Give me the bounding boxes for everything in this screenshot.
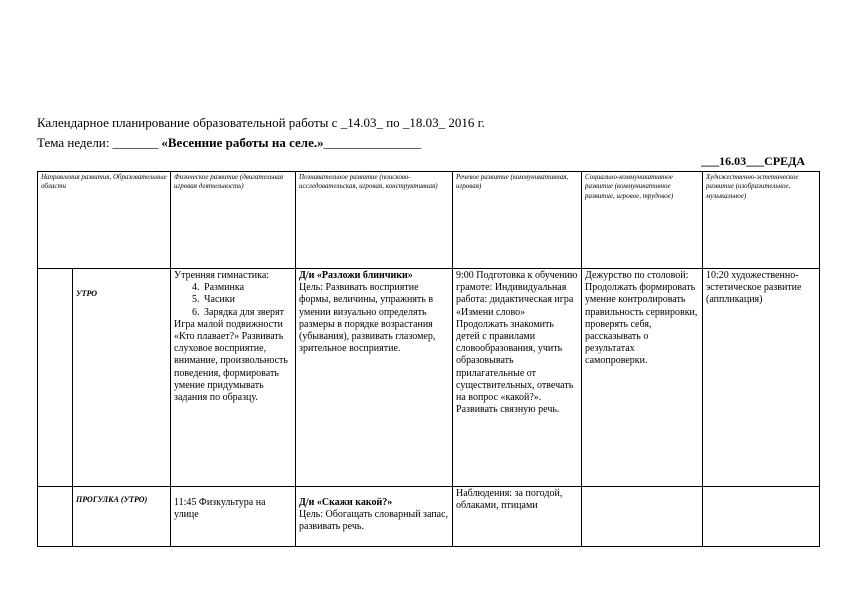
week-theme-value: «Весенние работы на селе.» (161, 135, 324, 150)
header-directions: Направления развития, Образовательные области (38, 172, 171, 269)
cell-morning-speech: 9:00 Подготовка к обучению грамоте: Индивидуальная работа: дидактическая игра «Измени слово» Продолжать знакомить детей с правилами словообразования, учить образовывать прилагательные от существительных, отвечать на вопрос «какой?». Развивать связную речь. (453, 269, 582, 487)
empty-cell (38, 269, 73, 487)
list-item: 4. Разминка (202, 282, 292, 294)
plan-table (37, 171, 820, 547)
cell-morning-social: Дежурство по столовой: Продолжать формировать умение контролировать правильность сервировки, проверять себя, рассказывать о результатах самопроверки. (582, 269, 703, 487)
morning-physical-intro: Утренняя гимнастика: (174, 270, 270, 281)
list-item: 5. Часики (202, 294, 292, 306)
segment-morning: УТРО (73, 269, 171, 487)
plan-title: Календарное планирование образовательной работы с _14.03_ по _18.03_ 2016 г. (37, 115, 485, 130)
walk-cognitive-game: Д/и «Скажи какой?» (299, 497, 393, 508)
cell-morning-art: 10:20 художественно-эстетическое развитие (аппликация) (703, 269, 820, 487)
cell-morning-cognitive (296, 269, 453, 487)
table-header-row (38, 172, 820, 269)
cell-walk-speech: Наблюдения: за погодой, облаками, птицами (453, 487, 582, 547)
week-theme-label: Тема недели: _______ (37, 135, 162, 150)
walk-cognitive-text: Цель: Обогащать словарный запас, развивать речь. (299, 509, 449, 533)
morning-physical-text: Игра малой подвижности «Кто плавает?» Развивать слуховое восприятие, внимание, произвольность поведения, формировать умение придумывать задания по образцу. (174, 318, 288, 403)
header-physical: Физическое развитие (двигательная игровая деятельность) (171, 172, 296, 269)
table-row-morning (38, 269, 820, 487)
header-speech: Речевое развитие (коммуникативная, игровая) (453, 172, 582, 269)
header-cognitive: Познавательное развитие (поисково-исследовательская, игровая, конструктивная) (296, 172, 453, 269)
empty-cell (38, 487, 73, 547)
header-social: Социально-коммуникативное развитие (коммуникативное развитие, игровое, трудовое) (582, 172, 703, 269)
morning-cognitive-game: Д/и «Разложи блинчики» (299, 270, 413, 281)
segment-walk: ПРОГУЛКА (УТРО) (73, 487, 171, 547)
cell-morning-physical (171, 269, 296, 487)
week-theme-suffix: _______________ (323, 135, 422, 150)
morning-cognitive-text: Цель: Развивать восприятие формы, величины, упражнять в умении визуально определять размеры в порядке возрастания (убывания), развивать глазомер, зрительное восприятие. (299, 282, 436, 355)
week-theme (37, 135, 421, 151)
table-row-walk (38, 487, 820, 547)
list-item: 6. Зарядка для зверят (202, 307, 292, 319)
header-art: Художественно-эстетическое развитие (изобразительное, музыкальное) (703, 172, 820, 269)
cell-walk-social (582, 487, 703, 547)
cell-walk-art (703, 487, 820, 547)
exercise-list (174, 282, 292, 319)
cell-walk-cognitive (296, 487, 453, 547)
cell-walk-physical: 11:45 Физкультура на улице (171, 487, 296, 547)
day-label: ___16.03___СРЕДА (701, 154, 805, 168)
